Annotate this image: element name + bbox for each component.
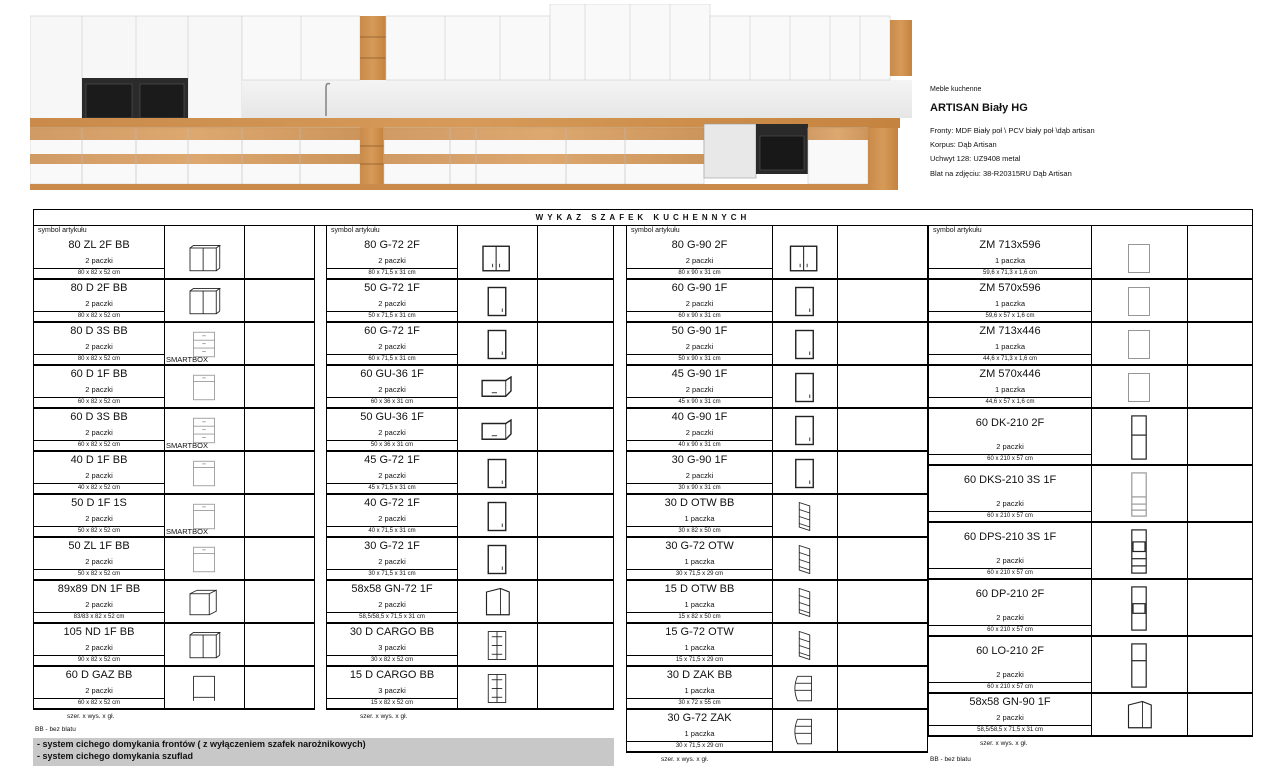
table-row xyxy=(928,466,1253,523)
wall-1door-icon xyxy=(473,542,521,582)
table-row xyxy=(928,323,1253,366)
table-row xyxy=(33,581,315,624)
tall-fridge-icon xyxy=(1115,641,1163,695)
front-panel-icon xyxy=(1115,241,1163,281)
table-row xyxy=(626,237,928,280)
dimensions: 45 x 71,5 x 31 cm xyxy=(327,483,457,491)
front-panel-icon xyxy=(1115,327,1163,367)
units-label: szer. x wys. x gł. xyxy=(360,713,408,720)
article-symbol: 60 D GAZ BB xyxy=(65,669,133,681)
base-drawer-door-icon xyxy=(180,456,228,496)
package-count: 2 paczki xyxy=(996,613,1024,622)
dimensions: 15 x 82 x 52 cm xyxy=(327,698,457,706)
table-row xyxy=(928,366,1253,409)
column-header xyxy=(326,226,614,237)
table-title: WYKAZ SZAFEK KUCHENNYCH xyxy=(33,209,1253,226)
article-symbol: 58x58 GN-90 1F xyxy=(969,696,1051,708)
wall-1door-icon xyxy=(473,327,521,367)
tall-2door-icon xyxy=(1115,413,1163,467)
package-count: 1 paczka xyxy=(994,342,1026,351)
package-count: 1 paczka xyxy=(994,385,1026,394)
article-symbol: 80 G-90 2F xyxy=(671,239,728,251)
article-symbol: 80 D 2F BB xyxy=(70,282,128,294)
dimensions: 50 x 36 x 31 cm xyxy=(327,440,457,448)
table-row xyxy=(626,280,928,323)
table-row xyxy=(928,580,1253,637)
article-symbol: 30 D OTW BB xyxy=(664,497,735,509)
table-row xyxy=(33,409,315,452)
wall-1door-icon xyxy=(782,284,827,324)
article-symbol: 60 D 3S BB xyxy=(70,411,128,423)
package-count: 2 paczki xyxy=(378,299,406,308)
dimensions: 40 x 90 x 31 cm xyxy=(627,440,772,448)
table-row xyxy=(626,495,928,538)
article-symbol: ZM 570x446 xyxy=(979,368,1041,380)
package-count: 2 paczki xyxy=(685,299,714,308)
dimensions: 30 x 82 x 52 cm xyxy=(327,655,457,663)
article-symbol: 30 G-90 1F xyxy=(671,454,728,466)
notes-box xyxy=(33,738,614,766)
package-count: 2 paczki xyxy=(685,385,714,394)
package-count: 1 paczka xyxy=(684,557,715,566)
dimensions: 58,5/58,5 x 71,5 x 31 cm xyxy=(929,725,1091,733)
article-symbol: 15 G-72 OTW xyxy=(665,626,734,638)
package-count: 1 paczka xyxy=(684,643,715,652)
article-symbol: 60 G-72 1F xyxy=(364,325,420,337)
dimensions: 60 x 210 x 57 cm xyxy=(929,454,1091,462)
spec-handle: Uchwyt 128: UZ9408 metal xyxy=(930,154,1021,164)
note-soft-close-drawers: - system cichego domykania szuflad xyxy=(37,751,194,761)
dimensions: 90 x 82 x 52 cm xyxy=(34,655,164,663)
dimensions: 80 x 71,5 x 31 cm xyxy=(327,268,457,276)
table-row xyxy=(928,523,1253,580)
article-symbol: 60 DK-210 2F xyxy=(975,417,1045,429)
table-row xyxy=(33,323,315,366)
spec-worktop: Blat na zdjęciu: 38-R20315RU Dąb Artisan xyxy=(930,168,1072,178)
table-row xyxy=(928,637,1253,694)
article-symbol: 50 GU-36 1F xyxy=(360,411,424,423)
article-symbol: 60 D 1F BB xyxy=(70,368,128,380)
wall-1door-icon xyxy=(782,456,827,496)
column-header xyxy=(626,226,928,237)
package-count: 2 paczki xyxy=(996,499,1024,508)
article-symbol: 30 G-72 1F xyxy=(364,540,420,552)
column-header-label: symbol artykułu xyxy=(933,227,982,234)
dimensions: 60 x 90 x 31 cm xyxy=(627,311,772,319)
table-row xyxy=(326,409,614,452)
package-count: 2 paczki xyxy=(85,643,113,652)
article-symbol: 60 DPS-210 3S 1F xyxy=(963,531,1057,543)
note-bb: BB - bez blatu xyxy=(35,726,76,733)
package-count: 2 paczki xyxy=(85,256,113,265)
wall-1door-icon xyxy=(782,370,827,410)
article-symbol: 40 D 1F BB xyxy=(70,454,128,466)
package-count: 2 paczki xyxy=(378,471,406,480)
wall-1door-icon xyxy=(782,327,827,367)
package-count: 2 paczki xyxy=(996,713,1024,722)
package-count: 2 paczki xyxy=(378,342,406,351)
article-symbol: 15 D OTW BB xyxy=(664,583,735,595)
smartbox-tag: SMARTBOX xyxy=(166,441,208,450)
package-count: 2 paczki xyxy=(85,428,113,437)
package-count: 3 paczki xyxy=(378,643,406,652)
dimensions: 15 x 82 x 50 cm xyxy=(627,612,772,620)
table-row xyxy=(326,280,614,323)
article-symbol: 60 DP-210 2F xyxy=(975,588,1045,600)
dimensions: 83/83 x 82 x 52 cm xyxy=(34,612,164,620)
package-count: 2 paczki xyxy=(85,686,113,695)
product-category: Meble kuchenne xyxy=(930,86,982,93)
package-count: 2 paczki xyxy=(85,514,113,523)
wall-2door-icon xyxy=(782,241,827,281)
dimensions: 44,6 x 71,3 x 1,6 cm xyxy=(929,354,1091,362)
article-symbol: 15 D CARGO BB xyxy=(349,669,435,681)
table-row xyxy=(33,366,315,409)
dimensions: 30 x 82 x 50 cm xyxy=(627,526,772,534)
table-row xyxy=(326,624,614,667)
dimensions: 30 x 71,5 x 31 cm xyxy=(327,569,457,577)
dimensions: 50 x 82 x 52 cm xyxy=(34,526,164,534)
package-count: 1 paczka xyxy=(684,686,715,695)
table-row xyxy=(928,280,1253,323)
table-row xyxy=(626,710,928,753)
article-symbol: 80 G-72 2F xyxy=(364,239,420,251)
dimensions: 59,6 x 71,3 x 1,6 cm xyxy=(929,268,1091,276)
table-row xyxy=(33,538,315,581)
dimensions: 40 x 71,5 x 31 cm xyxy=(327,526,457,534)
package-count: 2 paczki xyxy=(378,514,406,523)
spec-body: Korpus: Dąb Artisan xyxy=(930,140,997,150)
package-count: 2 paczki xyxy=(685,256,714,265)
wall-flap-icon xyxy=(473,370,521,410)
dimensions: 60 x 82 x 52 cm xyxy=(34,440,164,448)
article-symbol: 60 G-90 1F xyxy=(671,282,728,294)
package-count: 2 paczki xyxy=(378,385,406,394)
dimensions: 30 x 90 x 31 cm xyxy=(627,483,772,491)
article-symbol: 89x89 DN 1F BB xyxy=(57,583,141,595)
dimensions: 30 x 71,5 x 29 cm xyxy=(627,741,772,749)
column-header xyxy=(928,226,1253,237)
table-row xyxy=(326,581,614,624)
table-row xyxy=(928,237,1253,280)
table-row xyxy=(928,409,1253,466)
base-drawer-door-icon xyxy=(180,370,228,410)
table-row xyxy=(33,624,315,667)
table-row xyxy=(326,538,614,581)
article-symbol: ZM 570x596 xyxy=(979,282,1041,294)
dimensions: 40 x 82 x 52 cm xyxy=(34,483,164,491)
base-oven-icon xyxy=(180,671,228,711)
dimensions: 80 x 82 x 52 cm xyxy=(34,354,164,362)
dimensions: 60 x 36 x 31 cm xyxy=(327,397,457,405)
article-symbol: 50 ZL 1F BB xyxy=(68,540,130,552)
article-symbol: ZM 713x446 xyxy=(979,325,1041,337)
table-row xyxy=(626,409,928,452)
dimensions: 50 x 90 x 31 cm xyxy=(627,354,772,362)
package-count: 2 paczki xyxy=(378,428,406,437)
open-shelf-icon xyxy=(782,499,827,539)
open-shelf-icon xyxy=(782,542,827,582)
units-label: szer. x wys. x gł. xyxy=(980,740,1028,747)
package-count: 1 paczka xyxy=(684,600,715,609)
package-count: 2 paczki xyxy=(378,600,406,609)
package-count: 2 paczki xyxy=(996,670,1024,679)
wall-1door-icon xyxy=(473,284,521,324)
end-shelf-icon xyxy=(782,714,827,754)
wall-corner-icon xyxy=(473,585,521,625)
package-count: 2 paczki xyxy=(685,428,714,437)
article-symbol: 50 D 1F 1S xyxy=(71,497,127,509)
table-row xyxy=(626,323,928,366)
article-symbol: 60 DKS-210 3S 1F xyxy=(963,474,1057,486)
base-sink-1door-icon xyxy=(180,542,228,582)
kitchen-render xyxy=(30,4,915,194)
package-count: 2 paczki xyxy=(85,342,113,351)
article-symbol: 40 G-90 1F xyxy=(671,411,728,423)
article-symbol: ZM 713x596 xyxy=(979,239,1041,251)
package-count: 2 paczki xyxy=(378,256,406,265)
dimensions: 80 x 90 x 31 cm xyxy=(627,268,772,276)
package-count: 2 paczki xyxy=(85,557,113,566)
dimensions: 60 x 82 x 52 cm xyxy=(34,698,164,706)
wall-2door-icon xyxy=(473,241,521,281)
table-row xyxy=(33,280,315,323)
table-row xyxy=(928,694,1253,737)
table-row xyxy=(326,667,614,710)
table-row xyxy=(33,452,315,495)
package-count: 3 paczki xyxy=(378,686,406,695)
note-soft-close-fronts: - system cichego domykania frontów ( z wyłączeniem szafek narożnikowych) xyxy=(37,739,366,749)
cargo-icon xyxy=(473,671,521,711)
article-symbol: 80 ZL 2F BB xyxy=(68,239,130,251)
package-count: 2 paczki xyxy=(85,600,113,609)
package-count: 2 paczki xyxy=(685,471,714,480)
dimensions: 60 x 210 x 57 cm xyxy=(929,625,1091,633)
table-row xyxy=(326,323,614,366)
wall-flap-icon xyxy=(473,413,521,453)
package-count: 1 paczka xyxy=(994,299,1026,308)
tall-drawers-icon xyxy=(1115,470,1163,524)
dimensions: 60 x 71,5 x 31 cm xyxy=(327,354,457,362)
base-sink-2door-icon xyxy=(180,241,228,281)
article-symbol: 50 G-90 1F xyxy=(671,325,728,337)
package-count: 2 paczki xyxy=(85,299,113,308)
base-2door-icon xyxy=(180,628,228,668)
tall-oven-drawers-icon xyxy=(1115,527,1163,581)
dimensions: 80 x 82 x 52 cm xyxy=(34,311,164,319)
table-row xyxy=(626,538,928,581)
column-header-label: symbol artykułu xyxy=(631,227,680,234)
table-row xyxy=(626,624,928,667)
package-count: 2 paczki xyxy=(996,442,1024,451)
package-count: 2 paczki xyxy=(85,385,113,394)
open-shelf-icon xyxy=(782,585,827,625)
table-row xyxy=(626,667,928,710)
article-symbol: 50 G-72 1F xyxy=(364,282,420,294)
wall-1door-icon xyxy=(782,413,827,453)
note-bb: BB - bez blatu xyxy=(930,756,971,763)
article-symbol: 80 D 3S BB xyxy=(70,325,128,337)
table-row xyxy=(326,237,614,280)
article-symbol: 30 G-72 ZAK xyxy=(667,712,732,724)
dimensions: 60 x 82 x 52 cm xyxy=(34,397,164,405)
wall-1door-icon xyxy=(473,456,521,496)
article-symbol: 60 LO-210 2F xyxy=(976,645,1044,657)
units-label: szer. x wys. x gł. xyxy=(661,756,709,763)
dimensions: 50 x 71,5 x 31 cm xyxy=(327,311,457,319)
article-symbol: 105 ND 1F BB xyxy=(63,626,135,638)
dimensions: 80 x 82 x 52 cm xyxy=(34,268,164,276)
dimensions: 30 x 72 x 55 cm xyxy=(627,698,772,706)
base-2door-icon xyxy=(180,284,228,324)
table-row xyxy=(626,366,928,409)
open-shelf-icon xyxy=(782,628,827,668)
package-count: 2 paczki xyxy=(378,557,406,566)
package-count: 2 paczki xyxy=(685,342,714,351)
table-row xyxy=(33,667,315,710)
package-count: 2 paczki xyxy=(996,556,1024,565)
article-symbol: 58x58 GN-72 1F xyxy=(351,583,433,595)
front-panel-icon xyxy=(1115,370,1163,410)
dimensions: 60 x 210 x 57 cm xyxy=(929,682,1091,690)
table-row xyxy=(326,452,614,495)
dimensions: 50 x 82 x 52 cm xyxy=(34,569,164,577)
dimensions: 59,6 x 57 x 1,6 cm xyxy=(929,311,1091,319)
article-symbol: 30 D CARGO BB xyxy=(349,626,435,638)
base-corner-icon xyxy=(180,585,228,625)
column-header-label: symbol artykułu xyxy=(38,227,87,234)
article-symbol: 40 G-72 1F xyxy=(364,497,420,509)
article-symbol: 45 G-90 1F xyxy=(671,368,728,380)
dimensions: 60 x 210 x 57 cm xyxy=(929,511,1091,519)
wall-corner-icon xyxy=(1115,698,1163,738)
table-row xyxy=(33,495,315,538)
wall-1door-icon xyxy=(473,499,521,539)
table-row xyxy=(326,366,614,409)
dimensions: 45 x 90 x 31 cm xyxy=(627,397,772,405)
table-row xyxy=(626,452,928,495)
dimensions: 44,6 x 57 x 1,6 cm xyxy=(929,397,1091,405)
article-symbol: 60 GU-36 1F xyxy=(360,368,424,380)
dimensions: 58,5/58,5 x 71,5 x 31 cm xyxy=(327,612,457,620)
product-title: ARTISAN Biały HG xyxy=(930,102,1028,114)
dimensions: 15 x 71,5 x 29 cm xyxy=(627,655,772,663)
spec-fronts: Fronty: MDF Biały poł \ PCV biały poł \dąb artisan xyxy=(930,126,1095,135)
package-count: 2 paczki xyxy=(85,471,113,480)
tall-oven-icon xyxy=(1115,584,1163,638)
product-info xyxy=(930,86,1270,181)
smartbox-tag: SMARTBOX xyxy=(166,527,208,536)
units-label: szer. x wys. x gł. xyxy=(67,713,115,720)
article-symbol: 30 D ZAK BB xyxy=(666,669,733,681)
article-symbol: 30 G-72 OTW xyxy=(665,540,734,552)
column-header-label: symbol artykułu xyxy=(331,227,380,234)
article-symbol: 45 G-72 1F xyxy=(364,454,420,466)
package-count: 1 paczka xyxy=(684,514,715,523)
package-count: 1 paczka xyxy=(684,729,715,738)
table-row xyxy=(33,237,315,280)
table-row xyxy=(626,581,928,624)
package-count: 1 paczka xyxy=(994,256,1026,265)
dimensions: 60 x 210 x 57 cm xyxy=(929,568,1091,576)
table-row xyxy=(326,495,614,538)
smartbox-tag: SMARTBOX xyxy=(166,355,208,364)
front-panel-icon xyxy=(1115,284,1163,324)
end-shelf-icon xyxy=(782,671,827,711)
column-header xyxy=(33,226,315,237)
dimensions: 30 x 71,5 x 29 cm xyxy=(627,569,772,577)
cargo-icon xyxy=(473,628,521,668)
